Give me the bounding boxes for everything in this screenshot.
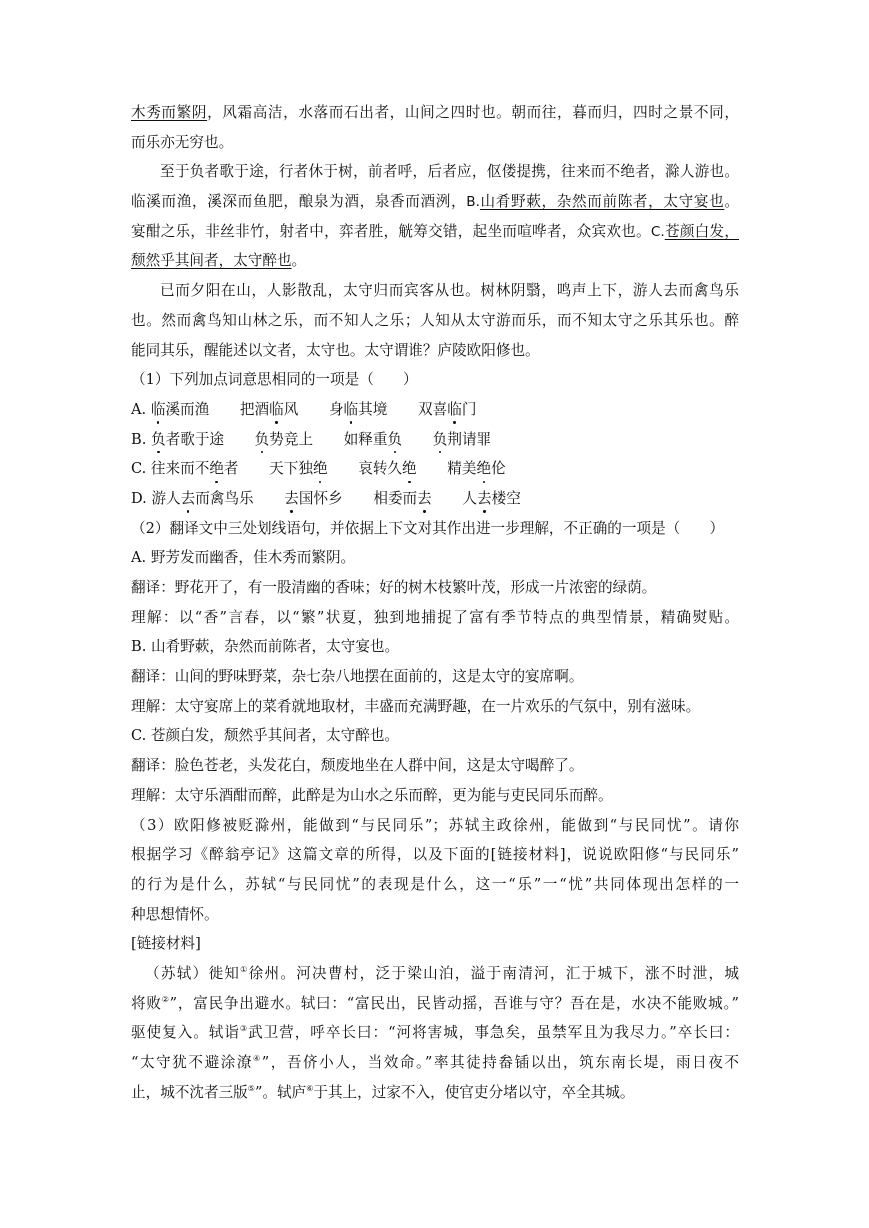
q2-stem: （2）翻译文中三处划线语句，并依据上下文对其作出进一步理解，不正确的一项是（ ） <box>131 519 725 537</box>
passage-line-5: 宴酣之乐，非丝非竹，射者中，弈者胜，觥筹交错，起坐而喧哗者，众宾欢也。C.苍颜白发， <box>131 222 739 240</box>
q2-c-sentence: C. 苍颜白发，颓然乎其间者，太守醉也。 <box>131 727 400 745</box>
underlined-phrase-c-2: 颓然乎其间者，太守醉也 <box>131 252 292 270</box>
passage-line-7: 已而夕阳在山，人影散乱，太守归而宾客从也。树林阴翳，鸣声上下，游人去而禽鸟乐 <box>160 282 739 300</box>
underlined-phrase-b: 山肴野蔌，杂然而前陈者，太守宴也 <box>479 193 725 211</box>
passage-line-2: 而乐亦无穷也。 <box>131 133 234 151</box>
option-a-item-1: 临溪而渔 <box>151 401 209 418</box>
footnote-2: ② <box>161 994 170 1004</box>
q2-b-understanding: 理解：太守宴席上的菜肴就地取材，丰盛而充满野趣，在一片欢乐的气氛中，别有滋味。 <box>131 697 701 715</box>
q2-b-translation: 翻译：山间的野味野菜，杂七杂八地摆在面前的，这是太守的宴席啊。 <box>131 668 584 686</box>
passage-line-6: 颓然乎其间者，太守醉也。 <box>131 252 307 270</box>
footnote-4: ④ <box>253 1054 262 1064</box>
marker-c: C. <box>650 223 665 240</box>
link-line-4: “太守犹不避涂潦④”，吾侪小人，当效命。”率其徒持畚锸以出，筑东南长堤，雨日夜不 <box>131 1054 740 1071</box>
link-line-2: 将败②”，富民争出避水。轼曰：“富民出，民皆动摇，吾谁与守？吾在是，水决不能败城。” <box>131 994 739 1012</box>
q1-stem: （1）下列加点词意思相同的一项是（ ） <box>131 371 418 389</box>
marker-b: B. <box>466 194 480 211</box>
link-title: [链接材料] <box>131 935 201 953</box>
q3-line-2: 根据学习《醉翁亭记》这篇文章的所得，以及下面的[链接材料]，说说欧阳修“与民同乐” <box>131 846 739 864</box>
document-page <box>131 98 739 1107</box>
passage-line-4: 临溪而渔，溪深而鱼肥，酿泉为酒，泉香而酒洌，B.山肴野蔌，杂然而前陈者，太守宴也。 <box>131 193 739 211</box>
footnote-3: ③ <box>239 1024 249 1034</box>
link-line-3: 驱使复入。轼诣③武卫营，呼卒长曰：“河将害城，事急矣，虽禁军且为我尽力。”卒长曰： <box>131 1024 739 1042</box>
passage-line-9: 能同其乐，醒能述以文者，太守也。太守谓谁？庐陵欧阳修也。 <box>131 341 540 359</box>
underlined-phrase-a: 木秀而繁阴 <box>131 104 208 121</box>
link-line-5: 止，城不沈者三版⑤”。轼庐⑥于其上，过家不入，使官吏分堵以守，卒全其城。 <box>131 1083 635 1101</box>
q1-option-c: C. 往来而不绝者 天下独绝 哀转久绝 精美绝伦 <box>131 454 739 484</box>
q3-line-1: （3）欧阳修被贬滁州，能做到“与民同乐”；苏轼主政徐州，能做到“与民同忧”。请你 <box>131 816 739 834</box>
q2-a-translation: 翻译：野花开了，有一股清幽的香味；好的树木枝繁叶茂，形成一片浓密的绿荫。 <box>131 579 657 596</box>
q2-a-sentence: A. 野芳发而幽香，佳木秀而繁阴。 <box>131 549 356 567</box>
passage-line-3: 至于负者歌于途，行者休于树，前者呼，后者应，伛偻提携，往来而不绝者，滁人游也。 <box>160 163 739 181</box>
q2-b-sentence: B. 山肴野蔌，杂然而前陈者，太守宴也。 <box>131 638 400 656</box>
q2-c-translation: 翻译：脸色苍老，头发花白，颓废地坐在人群中间，这是太守喝醉了。 <box>131 757 584 775</box>
q1-option-d: D. 游人去而禽鸟乐 去国怀乡 相委而去 人去楼空 <box>131 484 739 514</box>
q3-line-4: 种思想情怀。 <box>131 905 219 923</box>
passage-line-8: 也。然而禽鸟知山林之乐，而不知人之乐；人知从太守游而乐，而不知太守之乐其乐也。醉 <box>131 311 739 329</box>
q3-line-3: 的行为是什么，苏轼“与民同忧”的表现是什么，这一“乐”一“忧”共同体现出怎样的一 <box>131 875 739 893</box>
q1-option-a: A. 临溪而渔 把酒临风 身临其境 双喜临门 <box>131 395 739 425</box>
footnote-1: ① <box>240 965 249 975</box>
underlined-phrase-c-1: 苍颜白发， <box>664 222 739 240</box>
link-line-1: （苏轼）徙知①徐州。河决曹村，泛于梁山泊，溢于南清河，汇于城下，涨不时泄，城 <box>145 964 739 982</box>
footnote-6: ⑥ <box>306 1083 314 1093</box>
q2-a-understanding: 理解：以“香”言春，以“繁”状夏，独到地捕捉了富有季节特点的典型情景，精确熨贴。 <box>131 608 739 626</box>
footnote-5: ⑤ <box>247 1083 255 1093</box>
q1-option-b: B. 负者歌于途 负势竞上 如释重负 负荆请罪 <box>131 425 739 455</box>
passage-line-1: 木秀而繁阴，风霜高洁，水落而石出者，山间之四时也。朝而往，暮而归，四时之景不同， <box>131 104 739 121</box>
q2-c-understanding: 理解：太守乐酒酣而醉，此醉是为山水之乐而醉，更为能与吏民同乐而醉。 <box>131 786 613 804</box>
